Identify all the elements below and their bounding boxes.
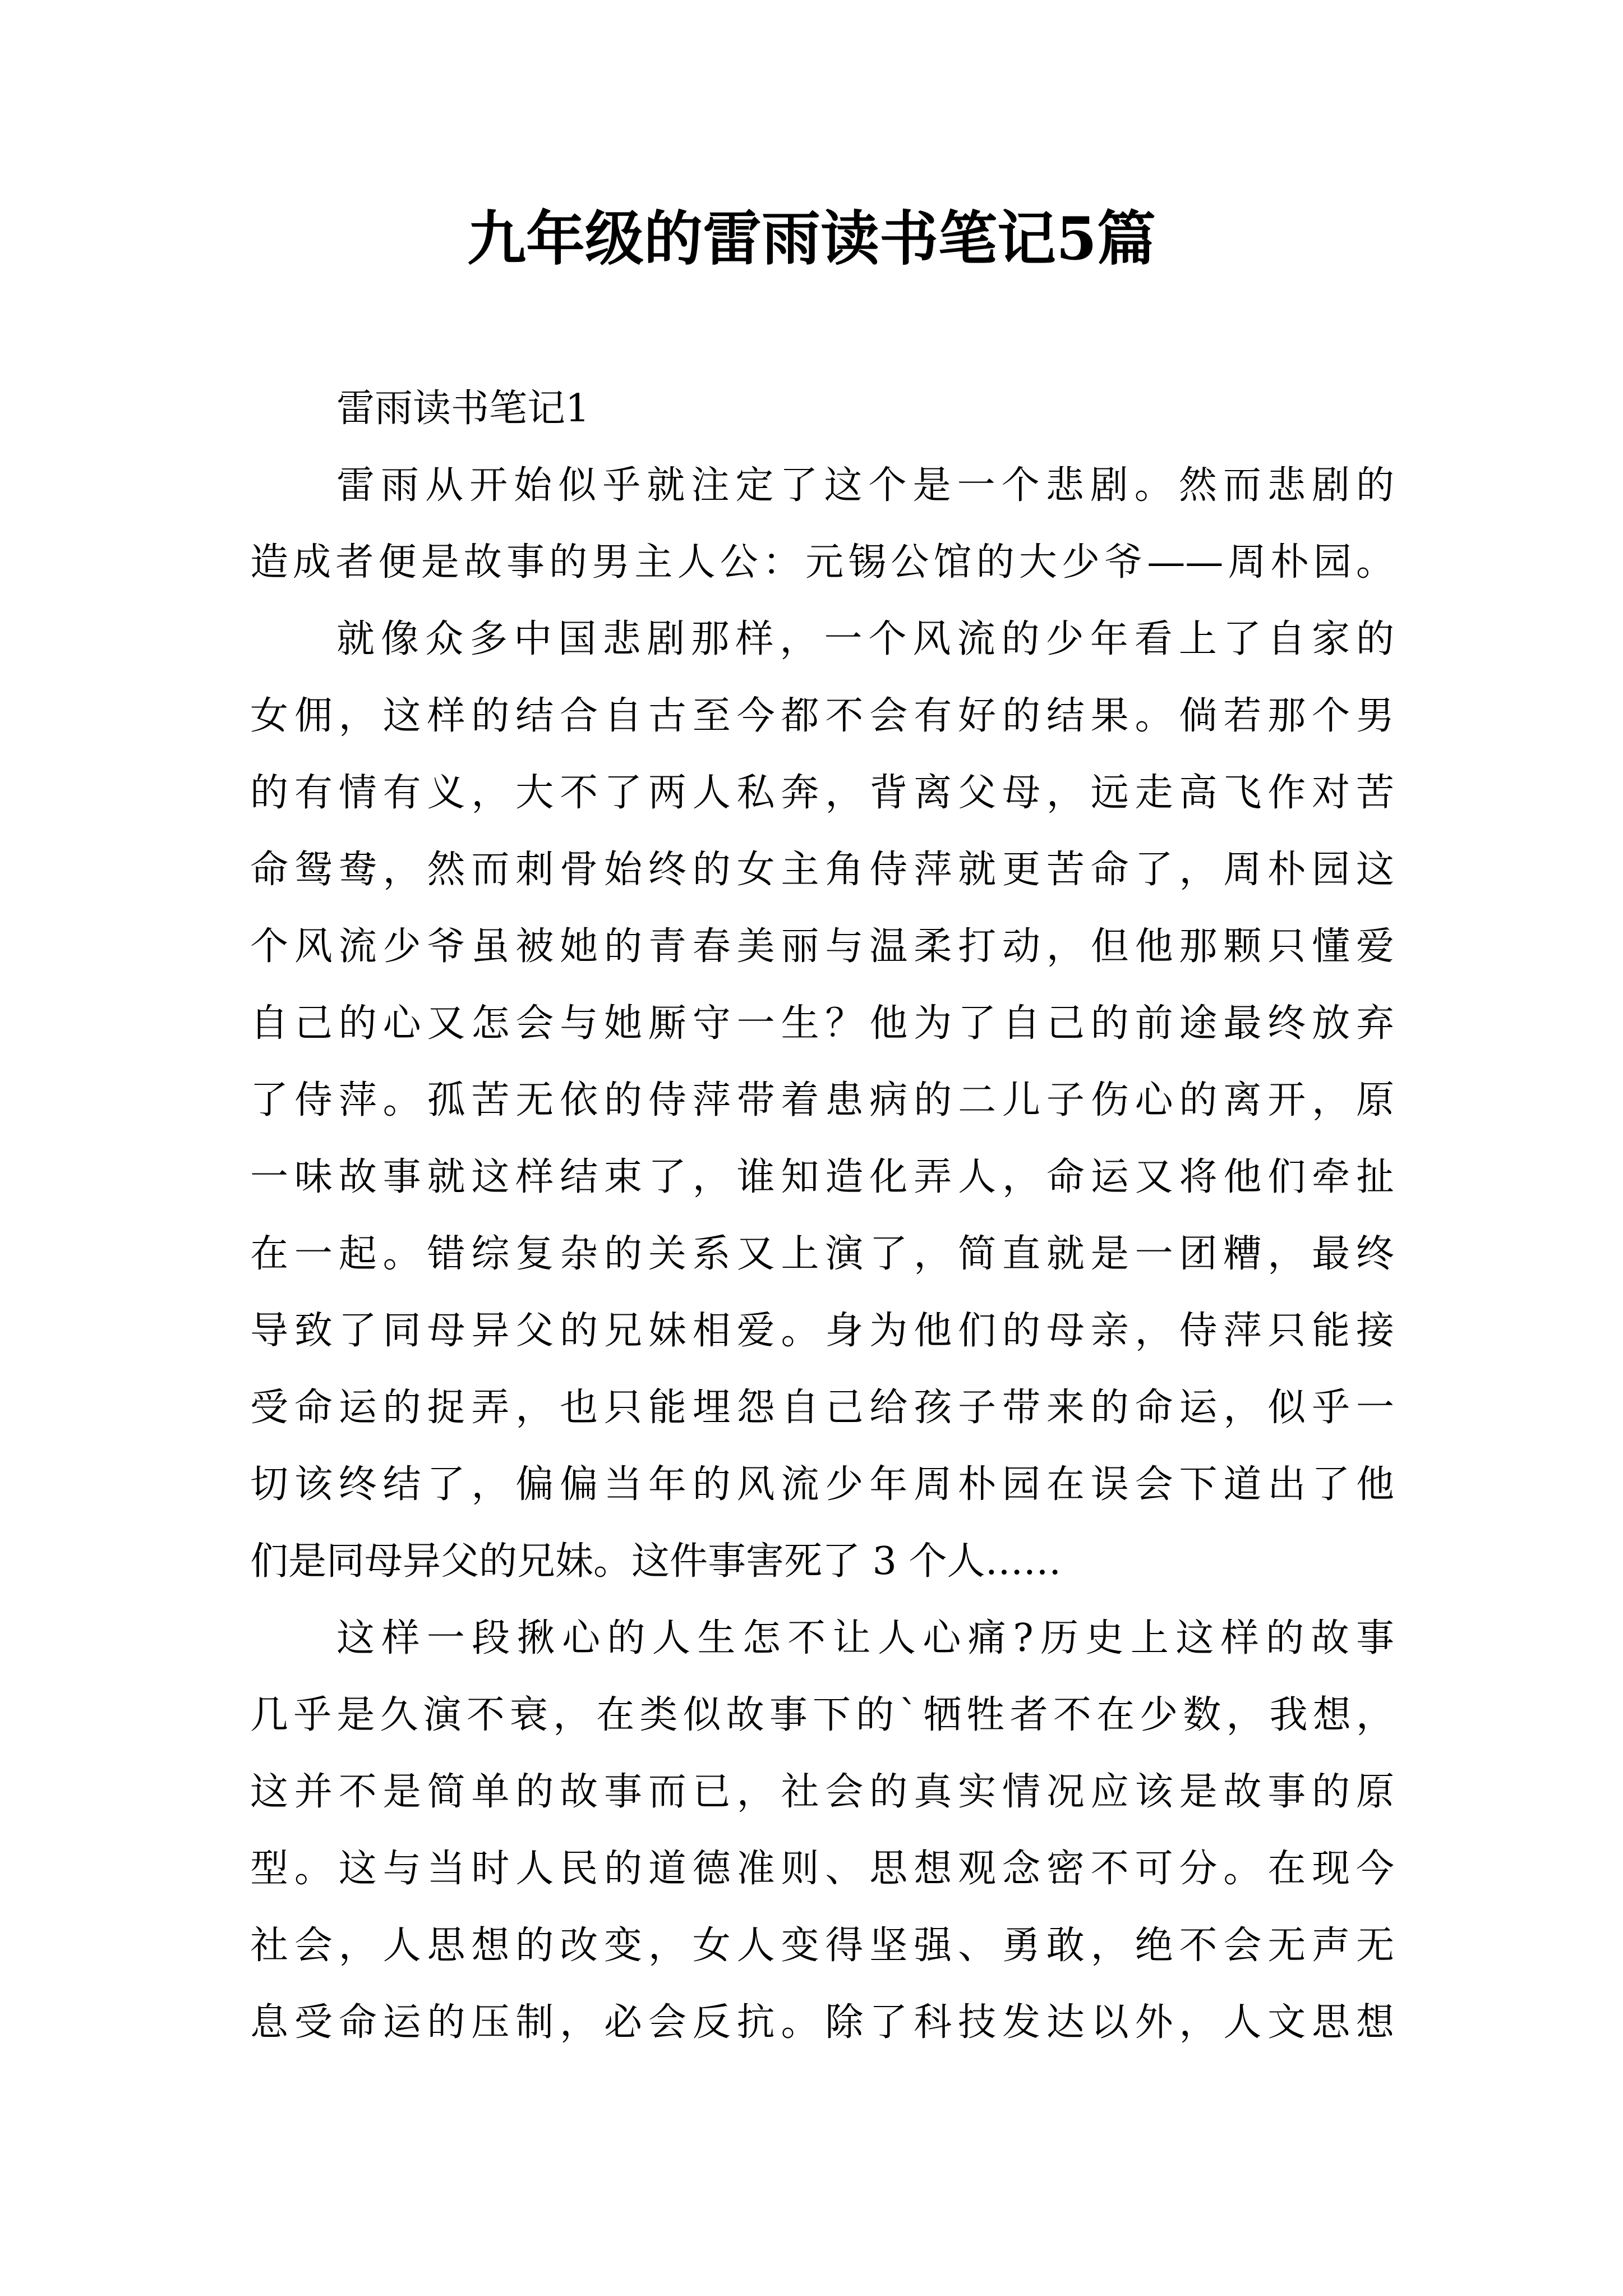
paragraph-line: 们是同母异父的兄妹。这件事害死了 3 个人…… [250,1539,1062,1584]
paragraph-line: 这样一段揪心的人生怎不让人心痛?历史上这样的故事 [336,1616,1394,1660]
paragraph-line: 就像众多中国悲剧那样，一个风流的少年看上了自家的 [336,617,1394,661]
paragraph-line: 个风流少爷虽被她的青春美丽与温柔打动，但他那颗只懂爱 [250,924,1394,969]
paragraph-line: 几乎是久演不衰，在类似故事下的`牺牲者不在少数，我想， [250,1693,1394,1737]
paragraph-line: 命鸳鸯，然而刺骨始终的女主角侍萍就更苦命了，周朴园这 [250,848,1394,892]
paragraph-line: 切该终结了，偏偏当年的风流少年周朴园在误会下道出了他 [250,1462,1394,1507]
paragraph-line: 型。这与当时人民的道德准则、思想观念密不可分。在现今 [250,1847,1394,1891]
paragraph-line: 受命运的捉弄，也只能埋怨自己给孩子带来的命运，似乎一 [250,1386,1394,1430]
paragraph-line: 造成者便是故事的男主人公：元锡公馆的大少爷——周朴园。 [250,540,1394,585]
paragraph-line: 在一起。错综复杂的关系又上演了，简直就是一团糟，最终 [250,1232,1394,1276]
document-title: 九年级的雷雨读书笔记5篇 [467,204,1156,273]
paragraph-line: 息受命运的压制，必会反抗。除了科技发达以外，人文思想 [250,2000,1394,2045]
paragraph-line: 女佣，这样的结合自古至今都不会有好的结果。倘若那个男 [250,694,1394,738]
paragraph-line: 这并不是简单的故事而已，社会的真实情况应该是故事的原 [250,1770,1394,1814]
paragraph-line: 一味故事就这样结束了，谁知造化弄人，命运又将他们牵扯 [250,1155,1394,1199]
paragraph-line: 了侍萍。孤苦无依的侍萍带着患病的二儿子伤心的离开，原 [250,1078,1394,1122]
paragraph-line: 雷雨从开始似乎就注定了这个是一个悲剧。然而悲剧的 [336,463,1394,508]
paragraph-line: 导致了同母异父的兄妹相爱。身为他们的母亲，侍萍只能接 [250,1309,1394,1353]
paragraph-line: 的有情有义，大不了两人私奔，背离父母，远走高飞作对苦 [250,771,1394,815]
section-heading: 雷雨读书笔记1 [336,386,590,431]
paragraph-line: 社会，人思想的改变，女人变得坚强、勇敢，绝不会无声无 [250,1924,1394,1968]
paragraph-line: 自己的心又怎会与她厮守一生？他为了自己的前途最终放弃 [250,1001,1394,1046]
